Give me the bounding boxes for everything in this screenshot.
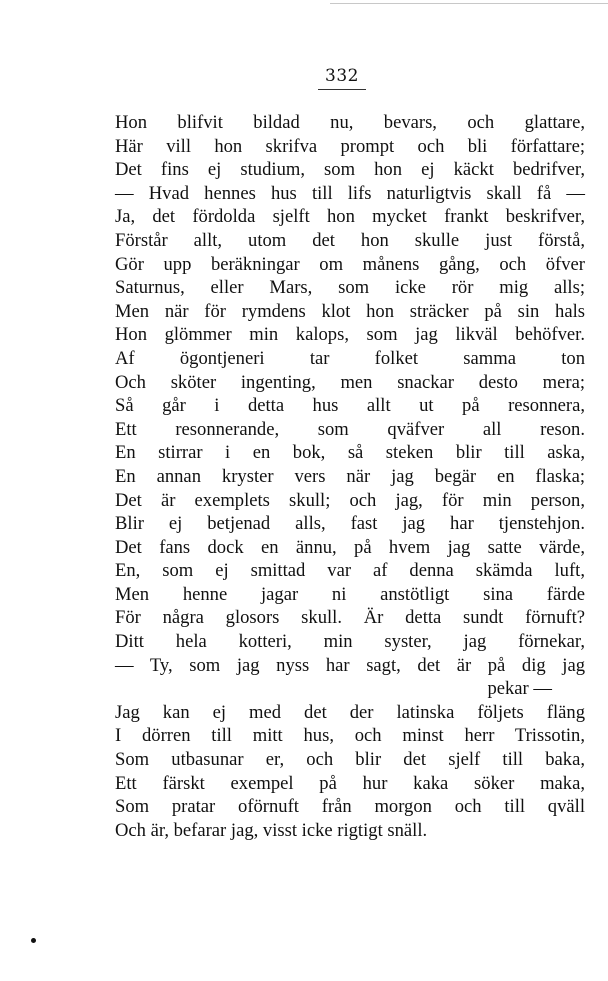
poem-line: En, som ej smittad var af denna skämda luft,: [115, 560, 585, 582]
top-edge-rule: [330, 3, 608, 4]
poem-line: Ja, det fördolda sjelft hon mycket frankt beskrifver,: [115, 206, 585, 228]
poem-line: Och sköter ingenting, men snackar desto mera;: [115, 371, 585, 393]
poem-line: Ditt hela kotteri, min syster, jag förnekar,: [115, 631, 585, 653]
page-number-underline: [318, 89, 366, 90]
poem-line: Men henne jagar ni anstötligt sina färde: [115, 583, 585, 605]
margin-dot-mark: [31, 938, 36, 943]
poem-line: Men när för rymdens klot hon sträcker på sin hals: [115, 300, 585, 322]
page-number: 332: [325, 66, 359, 86]
poem-line: — Hvad hennes hus till lifs naturligtvis skall få —: [115, 182, 585, 204]
poem-line: Ett färskt exempel på hur kaka söker maka,: [115, 772, 585, 794]
poem-line: En stirrar i en bok, så steken blir till aska,: [115, 442, 585, 464]
poem-line: — Ty, som jag nyss har sagt, det är på dig jag: [115, 654, 585, 676]
poem-line: Saturnus, eller Mars, som icke rör mig alls;: [115, 277, 585, 299]
poem-line: Här vill hon skrifva prompt och bli författare;: [115, 135, 585, 157]
poem-text: [115, 111, 585, 842]
poem-line: Hon glömmer min kalops, som jag likväl behöfver.: [115, 324, 585, 346]
poem-line: Som utbasunar er, och blir det sjelf till baka,: [115, 749, 585, 771]
poem-line: Det är exemplets skull; och jag, för min person,: [115, 489, 585, 511]
poem-line: Som pratar oförnuft från morgon och till qväll: [115, 796, 585, 818]
poem-line: Jag kan ej med det der latinska följets fläng: [115, 701, 585, 723]
poem-line: Blir ej betjenad alls, fast jag har tjenstehjon.: [115, 513, 585, 535]
poem-line-continuation: pekar —: [487, 678, 552, 700]
poem-line: Det fans dock en ännu, på hvem jag satte värde,: [115, 536, 585, 558]
poem-line: Af ögontjeneri tar folket samma ton: [115, 347, 585, 369]
poem-line: Hon blifvit bildad nu, bevars, och glattare,: [115, 112, 585, 133]
poem-line: Så går i detta hus allt ut på resonnera,: [115, 395, 585, 417]
poem-line: Ett resonnerande, som qväfver all reson.: [115, 418, 585, 440]
poem-line: För några glosors skull. Är detta sundt förnuft?: [115, 607, 585, 629]
poem-line: I dörren till mitt hus, och minst herr Trissotin,: [115, 725, 585, 747]
poem-line: Gör upp beräkningar om månens gång, och öfver: [115, 253, 585, 275]
poem-line: Det fins ej studium, som hon ej käckt bedrifver,: [115, 159, 585, 181]
poem-line: En annan kryster vers när jag begär en flaska;: [115, 465, 585, 487]
poem-line: Och är, befarar jag, visst icke rigtigt snäll.: [115, 819, 428, 841]
poem-line: Förstår allt, utom det hon skulle just förstå,: [115, 229, 585, 251]
